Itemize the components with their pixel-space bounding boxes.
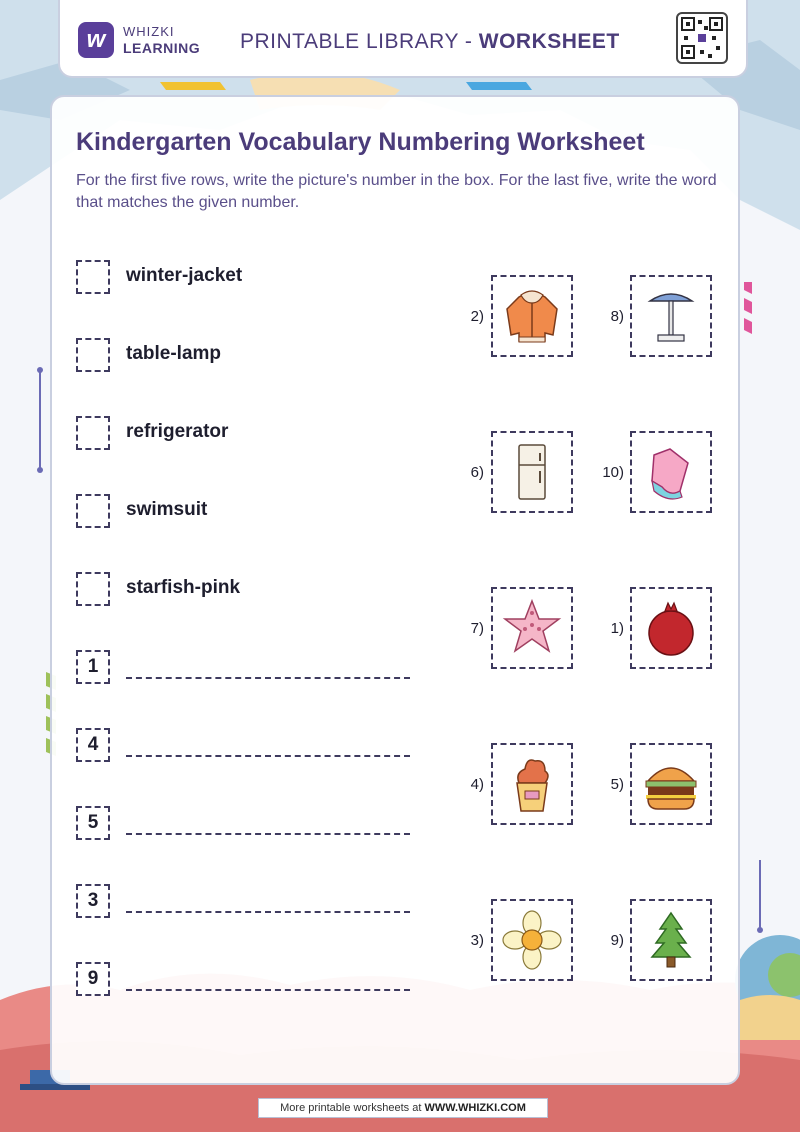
picture-number-3: 3) [470,932,484,949]
picture-card [491,431,573,513]
swimsuit-icon [640,441,702,503]
word-label-4: swimsuit [126,499,208,520]
picture-card [491,275,573,357]
number-label-1: 1 [87,656,99,677]
word-label-3: refrigerator [126,421,229,442]
picture-number-6: 6) [470,464,484,481]
picture-number-5: 5) [610,776,624,793]
page-title: Kindergarten Vocabulary Numbering Worksheet [76,128,645,156]
cupcake-icon [501,753,563,815]
qr-code-icon [676,12,728,64]
instructions: For the first five rows, write the picture's number in the box. For the last five, write the word that matches the given number. [76,172,717,211]
picture-number-9: 9) [610,932,624,949]
logo-line-1: WHIZKI [123,24,175,39]
word-label-1: winter-jacket [126,265,243,286]
word-label-2: table-lamp [126,343,222,364]
answer-line-5[interactable] [126,989,410,991]
header-bar [58,0,748,78]
picture-number-7: 7) [470,620,484,637]
picture-card [630,275,712,357]
answer-box-5[interactable] [76,572,110,606]
picture-card [630,587,712,669]
picture-number-2: 2) [470,308,484,325]
picture-card [630,743,712,825]
answer-line-3[interactable] [126,833,410,835]
picture-number-10: 10) [602,464,624,481]
library-title: PRINTABLE LIBRARY - WORKSHEET [240,30,620,53]
pink-stripes [744,282,752,334]
picture-number-4: 4) [470,776,484,793]
answer-line-2[interactable] [126,755,410,757]
word-label-5: starfish-pink [126,577,241,598]
number-label-5: 9 [87,968,99,989]
answer-line-4[interactable] [126,911,410,913]
pine-tree-icon [640,909,702,971]
table-lamp-icon [640,285,702,347]
refrigerator-icon [501,441,563,503]
answer-box-3[interactable] [76,416,110,450]
answer-line-1[interactable] [126,677,410,679]
picture-number-8: 8) [610,308,624,325]
number-label-2: 4 [87,734,99,755]
picture-card [491,743,573,825]
starfish-icon [501,597,563,659]
answer-box-4[interactable] [76,494,110,528]
number-label-3: 5 [87,812,99,833]
answer-box-2[interactable] [76,338,110,372]
logo-line-2: LEARNING [123,40,201,56]
picture-card [630,899,712,981]
number-label-4: 3 [87,890,99,911]
picture-number-1: 1) [610,620,624,637]
picture-card [630,431,712,513]
picture-card [491,587,573,669]
answer-box-1[interactable] [76,260,110,294]
footer-link[interactable]: More printable worksheets at WWW.WHIZKI.COM [258,1098,548,1118]
burger-icon [640,753,702,815]
whizki-logo: w [78,22,114,58]
pomegranate-icon [640,597,702,659]
winter-jacket-icon [501,285,563,347]
daffodil-icon [501,909,563,971]
picture-card [491,899,573,981]
